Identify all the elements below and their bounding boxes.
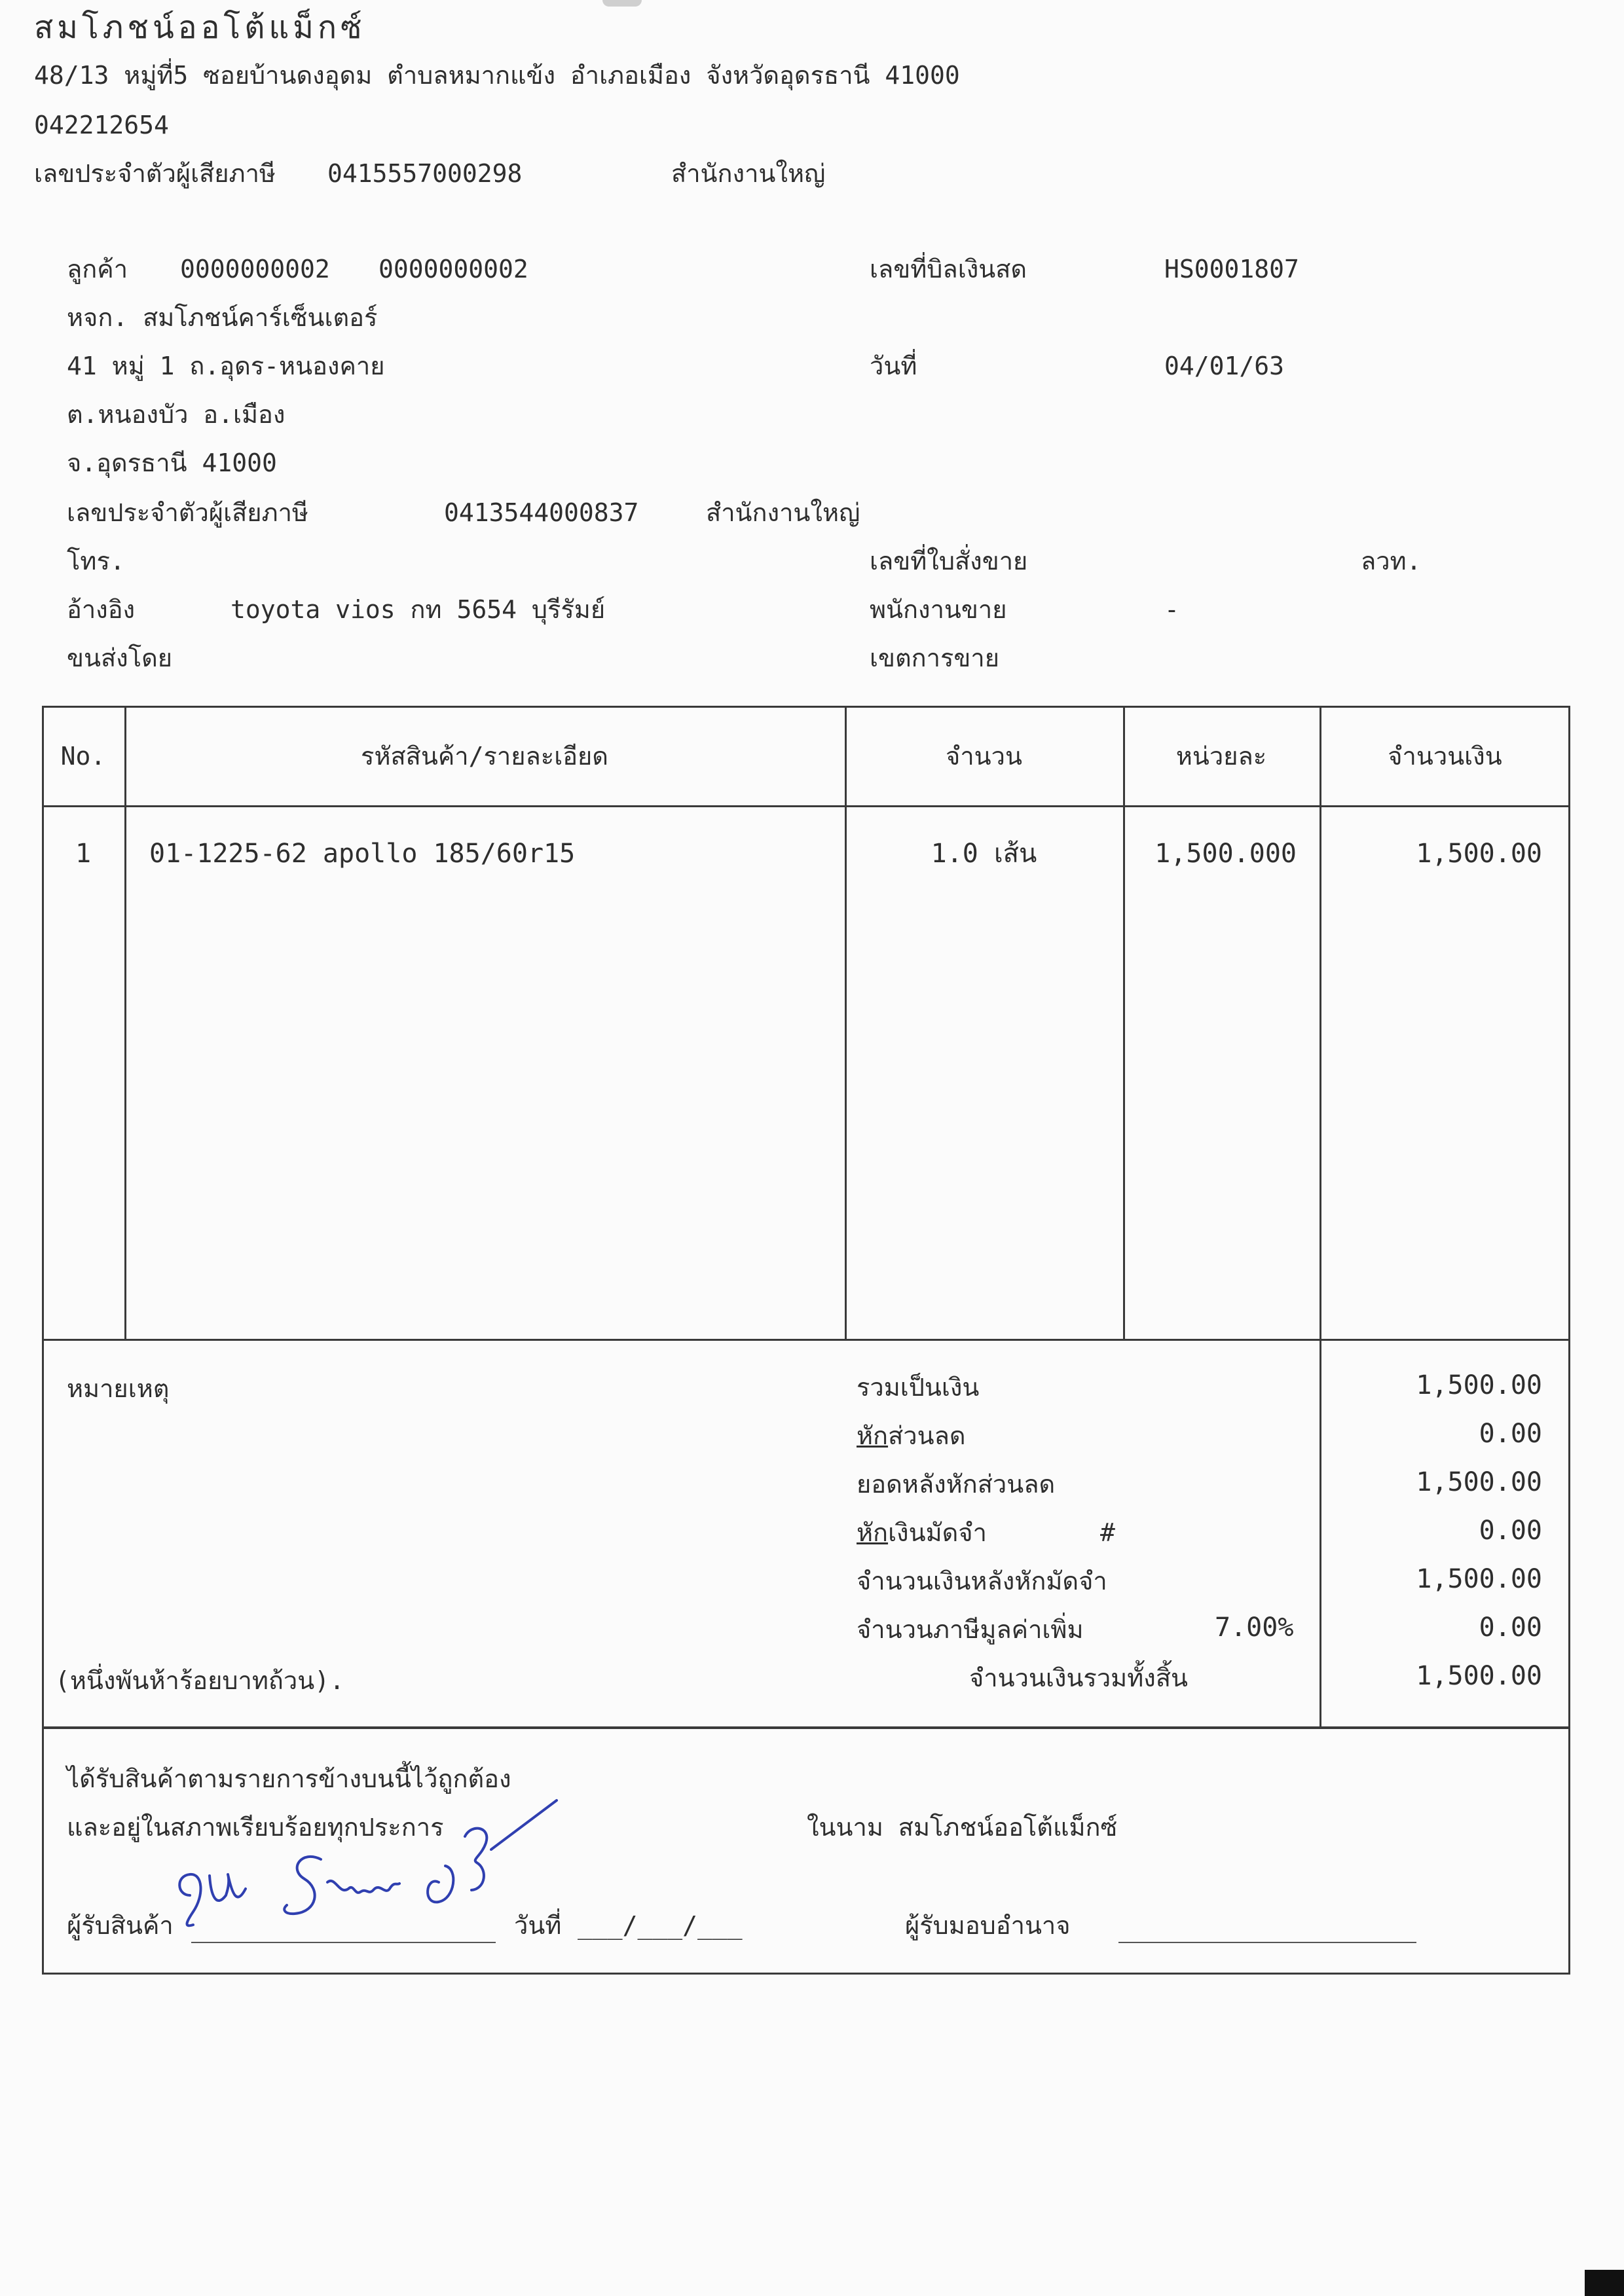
- customer-label: ลูกค้า: [67, 255, 128, 283]
- row-description: 01-1225-62 apollo 185/60r15: [149, 839, 576, 869]
- deposit-label-suffix: เงินมัดจำ: [888, 1518, 987, 1547]
- after-discount-label: ยอดหลังหักส่วนลด: [857, 1470, 1056, 1499]
- customer-address-1: 41 หมู่ 1 ถ.อุดร-หนองคาย: [67, 352, 385, 380]
- grand-total-value: 1,500.00: [1416, 1661, 1542, 1691]
- sales-order-value: ลวท.: [1361, 547, 1422, 575]
- bill-date-value: 04/01/63: [1164, 352, 1285, 380]
- customer-tax-label: เลขประจำตัวผู้เสียภาษี: [67, 498, 308, 527]
- deposit-label: [857, 1520, 987, 1545]
- after-deposit-value: 1,500.00: [1416, 1564, 1542, 1594]
- company-tax-id: 0415557000298: [327, 159, 523, 188]
- header-unit-price: หน่วยละ: [1175, 742, 1267, 771]
- authorized-signature-line: [1118, 1942, 1416, 1943]
- customer-code-1: 0000000002: [180, 255, 330, 283]
- scan-edge-mark: [1585, 2270, 1624, 2296]
- salesperson-label: พนักงานขาย: [870, 595, 1007, 624]
- discount-label-prefix: หัก: [857, 1421, 889, 1450]
- receiver-signature-line: [191, 1942, 496, 1943]
- row-quantity: 1.0 เส้น: [931, 839, 1037, 869]
- scan-smudge: [602, 0, 642, 7]
- col-divider-desc: [845, 706, 847, 1341]
- company-name: สมโภชน์ออโต้แม็กซ์: [34, 9, 366, 46]
- receiver-label: ผู้รับสินค้า: [67, 1911, 174, 1940]
- discount-label-suffix: ส่วนลด: [888, 1421, 966, 1450]
- shipping-label: ขนส่งโดย: [67, 644, 173, 672]
- vat-value: 0.00: [1479, 1613, 1542, 1643]
- grand-total-label: จำนวนเงินรวมทั้งสิ้น: [969, 1664, 1188, 1692]
- discount-value: 0.00: [1479, 1419, 1542, 1449]
- company-tax-label: เลขประจำตัวผู้เสียภาษี: [34, 159, 276, 188]
- col-divider-qty: [1123, 706, 1125, 1341]
- after-discount-value: 1,500.00: [1416, 1467, 1542, 1497]
- company-address: 48/13 หมู่ที่5 ซอยบ้านดงอุดม ตำบลหมากแข้ง อำเภอเมือง จังหวัดอุดรธานี 41000: [34, 61, 960, 90]
- receive-date-label: วันที่: [514, 1911, 562, 1940]
- table-bottom-divider: [42, 1339, 1570, 1341]
- bill-date-label: วันที่: [870, 352, 917, 380]
- on-behalf-of: ในนาม สมโภชน์ออโต้แม็กซ์: [807, 1813, 1118, 1842]
- deposit-hash: #: [1100, 1518, 1115, 1547]
- received-line-1: ได้รับสินค้าตามรายการข้างบนนี้ไว้ถูกต้อง: [67, 1764, 511, 1793]
- customer-tax-id: 0413544000837: [444, 498, 639, 527]
- col-divider-no: [124, 706, 126, 1341]
- receive-date-blank: ___/___/___: [578, 1911, 743, 1940]
- salesperson-value: -: [1164, 595, 1179, 624]
- subtotal-label: รวมเป็นเงิน: [857, 1373, 980, 1402]
- bill-no-value: HS0001807: [1164, 255, 1299, 283]
- header-quantity: จำนวน: [946, 742, 1022, 771]
- row-amount: 1,500.00: [1416, 839, 1542, 869]
- company-phone: 042212654: [34, 111, 169, 139]
- row-no: 1: [75, 839, 92, 869]
- remark-label: หมายเหตุ: [67, 1374, 170, 1403]
- row-unit-price: 1,500.000: [1154, 839, 1297, 869]
- reference-value: toyota vios กท 5654 บุรีรัมย์: [231, 595, 606, 624]
- vat-label: จำนวนภาษีมูลค่าเพิ่ม: [857, 1615, 1084, 1644]
- authorized-label: ผู้รับมอบอำนาจ: [905, 1911, 1071, 1940]
- handwritten-signature: [164, 1797, 570, 1935]
- header-no: No.: [60, 742, 106, 771]
- company-branch: สำนักงานใหญ่: [671, 159, 826, 188]
- subtotal-value: 1,500.00: [1416, 1370, 1542, 1400]
- sales-order-label: เลขที่ใบสั่งขาย: [870, 547, 1028, 575]
- customer-address-2: ต.หนองบัว อ.เมือง: [67, 400, 286, 429]
- sales-area-label: เขตการขาย: [870, 644, 999, 672]
- deposit-label-prefix: หัก: [857, 1518, 889, 1547]
- reference-label: อ้างอิง: [67, 595, 136, 624]
- header-amount: จำนวนเงิน: [1388, 742, 1502, 771]
- header-divider: [42, 805, 1570, 807]
- received-line-2: และอยู่ในสภาพเรียบร้อยทุกประการ: [67, 1813, 444, 1842]
- customer-phone-label: โทร.: [67, 547, 125, 575]
- customer-address-3: จ.อุดรธานี 41000: [67, 448, 277, 477]
- discount-label: [857, 1423, 966, 1448]
- customer-branch: สำนักงานใหญ่: [706, 498, 860, 527]
- vat-rate: 7.00%: [1215, 1613, 1294, 1643]
- after-deposit-label: จำนวนเงินหลังหักมัดจำ: [857, 1567, 1107, 1595]
- bill-no-label: เลขที่บิลเงินสด: [870, 255, 1027, 283]
- header-description: รหัสสินค้า/รายละเอียด: [361, 742, 608, 771]
- customer-name: หจก. สมโภชน์คาร์เซ็นเตอร์: [67, 303, 378, 332]
- deposit-value: 0.00: [1479, 1516, 1542, 1546]
- amount-in-words: (หนึ่งพันห้าร้อยบาทถ้วน).: [55, 1666, 344, 1695]
- customer-code-2: 0000000002: [378, 255, 528, 283]
